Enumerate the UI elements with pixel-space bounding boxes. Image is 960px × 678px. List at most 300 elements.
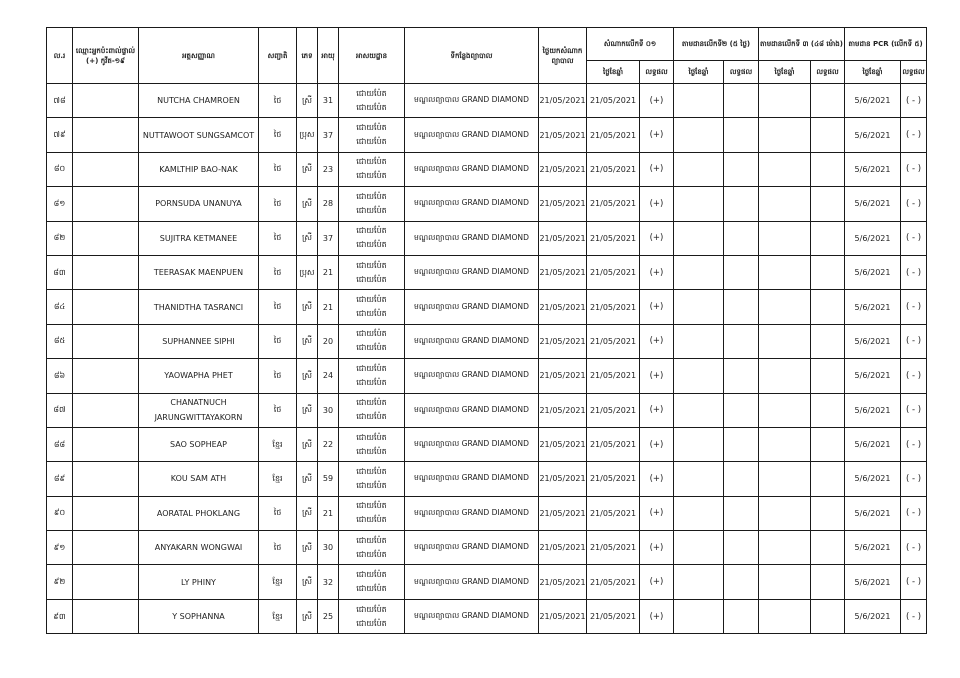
- pcr-date-cell: 5/6/2021: [845, 462, 901, 496]
- nationality-cell: ថៃ: [259, 496, 297, 530]
- contact-cell: [73, 462, 139, 496]
- test2-result-cell: [724, 496, 759, 530]
- pcr-date-cell: 5/6/2021: [845, 531, 901, 565]
- pcr-result-cell: ( - ): [901, 496, 927, 530]
- test3-date-cell: [759, 496, 811, 530]
- test1-result-cell: (+): [640, 359, 674, 393]
- contact-cell: [73, 599, 139, 633]
- test1-result-cell: (+): [640, 118, 674, 152]
- test2-result-cell: [724, 84, 759, 118]
- test3-date-cell: [759, 221, 811, 255]
- sample-date-cell: 21/05/2021: [539, 531, 587, 565]
- test3-result-cell: [811, 255, 845, 289]
- test1-result-cell: (+): [640, 152, 674, 186]
- table-row: [47, 290, 927, 324]
- address-line: ជោយប៉ែត: [356, 584, 387, 594]
- test3-result-cell: [811, 359, 845, 393]
- pcr-date-cell: 5/6/2021: [845, 221, 901, 255]
- test2-result-cell: [724, 221, 759, 255]
- age-cell: 21: [318, 290, 339, 324]
- test3-result-cell: [811, 599, 845, 633]
- row-number: ៧៨: [47, 84, 73, 118]
- test2-date-cell: [674, 255, 724, 289]
- test1-result-cell: (+): [640, 393, 674, 427]
- sample-date-cell: 21/05/2021: [539, 187, 587, 221]
- test1-date-cell: 21/05/2021: [587, 152, 640, 186]
- header-address: អាសយដ្ឋាន: [339, 28, 405, 84]
- test3-date-cell: [759, 393, 811, 427]
- test2-result-cell: [724, 118, 759, 152]
- test3-date-cell: [759, 359, 811, 393]
- address-line: ជោយប៉ែត: [356, 412, 387, 422]
- table-row: [47, 393, 927, 427]
- test2-date-cell: [674, 84, 724, 118]
- test2-result-cell: [724, 427, 759, 461]
- header-name: អត្តសញ្ញាណ: [139, 28, 259, 84]
- contact-cell: [73, 84, 139, 118]
- nationality-cell: ថៃ: [259, 84, 297, 118]
- test1-date-cell: 21/05/2021: [587, 393, 640, 427]
- pcr-date-cell: 5/6/2021: [845, 187, 901, 221]
- sample-date-cell: 21/05/2021: [539, 255, 587, 289]
- header-age: អាយុ: [318, 28, 339, 84]
- pcr-date-cell: 5/6/2021: [845, 118, 901, 152]
- row-number: ៨៣: [47, 255, 73, 289]
- location-cell: មណ្ឌលព្យាបាល GRAND DIAMOND: [405, 496, 539, 530]
- pcr-date-cell: 5/6/2021: [845, 84, 901, 118]
- test1-result-cell: (+): [640, 531, 674, 565]
- sex-cell: ស្រី: [297, 84, 318, 118]
- sample-date-cell: 21/05/2021: [539, 359, 587, 393]
- pcr-result-cell: ( - ): [901, 255, 927, 289]
- age-cell: 24: [318, 359, 339, 393]
- address-line: ជោយប៉ែត: [356, 604, 387, 614]
- test2-date-cell: [674, 462, 724, 496]
- table-row: [47, 496, 927, 530]
- patient-name: ANYAKARN WONGWAI: [139, 531, 259, 565]
- test1-result-cell: (+): [640, 255, 674, 289]
- test2-result-cell: [724, 359, 759, 393]
- location-cell: មណ្ឌលព្យាបាល GRAND DIAMOND: [405, 462, 539, 496]
- address-line: ជោយប៉ែត: [356, 377, 387, 387]
- address-line: ជោយប៉ែត: [356, 535, 387, 545]
- row-number: ៨៨: [47, 427, 73, 461]
- address-cell: [339, 496, 405, 530]
- age-cell: 20: [318, 324, 339, 358]
- sample-date-cell: 21/05/2021: [539, 152, 587, 186]
- header-location: ទីកន្លែងព្យាបាល: [405, 28, 539, 84]
- table-row: [47, 255, 927, 289]
- test2-result-cell: [724, 255, 759, 289]
- test3-date-cell: [759, 324, 811, 358]
- test2-result-cell: [724, 393, 759, 427]
- sex-cell: ប្រុស: [297, 118, 318, 152]
- pcr-result-cell: ( - ): [901, 221, 927, 255]
- test1-result-cell: (+): [640, 290, 674, 324]
- address-cell: [339, 565, 405, 599]
- subheader-result: លទ្ធផល: [811, 61, 845, 84]
- location-cell: មណ្ឌលព្យាបាល GRAND DIAMOND: [405, 255, 539, 289]
- patient-table: [46, 27, 927, 634]
- address-line: ជោយប៉ែត: [356, 466, 387, 476]
- sample-date-cell: 21/05/2021: [539, 496, 587, 530]
- pcr-result-cell: ( - ): [901, 393, 927, 427]
- location-cell: មណ្ឌលព្យាបាល GRAND DIAMOND: [405, 359, 539, 393]
- pcr-date-cell: 5/6/2021: [845, 290, 901, 324]
- address-line: ជោយប៉ែត: [356, 363, 387, 373]
- row-number: ៨៦: [47, 359, 73, 393]
- table-row: [47, 599, 927, 633]
- nationality-cell: ថៃ: [259, 221, 297, 255]
- test3-result-cell: [811, 531, 845, 565]
- address-cell: [339, 427, 405, 461]
- header-nationality: សញ្ជាតិ: [259, 28, 297, 84]
- contact-cell: [73, 255, 139, 289]
- location-cell: មណ្ឌលព្យាបាល GRAND DIAMOND: [405, 531, 539, 565]
- contact-cell: [73, 496, 139, 530]
- test3-result-cell: [811, 221, 845, 255]
- contact-cell: [73, 221, 139, 255]
- test2-result-cell: [724, 290, 759, 324]
- test2-date-cell: [674, 496, 724, 530]
- row-number: ៩០: [47, 496, 73, 530]
- age-cell: 30: [318, 531, 339, 565]
- patient-name: TEERASAK MAENPUEN: [139, 255, 259, 289]
- address-line: ជោយប៉ែត: [356, 618, 387, 628]
- pcr-result-cell: ( - ): [901, 599, 927, 633]
- address-line: ជោយប៉ែត: [356, 171, 387, 181]
- header-pcr: តាមដាន PCR (លើកទី ៥): [845, 28, 927, 61]
- test1-date-cell: 21/05/2021: [587, 599, 640, 633]
- address-line: ជោយប៉ែត: [356, 102, 387, 112]
- nationality-cell: ថៃ: [259, 324, 297, 358]
- header-test3: តាមដានលើកទី ៣ (៤៨ ម៉ោង): [759, 28, 845, 61]
- address-line: ជោយប៉ែត: [356, 137, 387, 147]
- sample-date-cell: 21/05/2021: [539, 599, 587, 633]
- contact-cell: [73, 565, 139, 599]
- location-cell: មណ្ឌលព្យាបាល GRAND DIAMOND: [405, 152, 539, 186]
- test2-date-cell: [674, 187, 724, 221]
- location-cell: មណ្ឌលព្យាបាល GRAND DIAMOND: [405, 118, 539, 152]
- test2-date-cell: [674, 565, 724, 599]
- row-number: ៩១: [47, 531, 73, 565]
- pcr-result-cell: ( - ): [901, 290, 927, 324]
- sample-date-cell: 21/05/2021: [539, 565, 587, 599]
- pcr-date-cell: 5/6/2021: [845, 599, 901, 633]
- test3-result-cell: [811, 462, 845, 496]
- address-cell: [339, 393, 405, 427]
- pcr-date-cell: 5/6/2021: [845, 565, 901, 599]
- sex-cell: ស្រី: [297, 565, 318, 599]
- test1-result-cell: (+): [640, 324, 674, 358]
- address-cell: [339, 462, 405, 496]
- contact-cell: [73, 152, 139, 186]
- test3-date-cell: [759, 565, 811, 599]
- header-test1: សំណាកលើកទី ០១: [587, 28, 674, 61]
- age-cell: 37: [318, 118, 339, 152]
- table-header: [47, 28, 927, 84]
- address-cell: [339, 118, 405, 152]
- test2-result-cell: [724, 187, 759, 221]
- row-number: ៩២: [47, 565, 73, 599]
- test1-result-cell: (+): [640, 84, 674, 118]
- test3-result-cell: [811, 84, 845, 118]
- address-cell: [339, 531, 405, 565]
- patient-name: NUTCHA CHAMROEN: [139, 84, 259, 118]
- test2-date-cell: [674, 599, 724, 633]
- sex-cell: ស្រី: [297, 221, 318, 255]
- address-line: ជោយប៉ែត: [356, 295, 387, 305]
- address-line: ជោយប៉ែត: [356, 240, 387, 250]
- pcr-date-cell: 5/6/2021: [845, 324, 901, 358]
- patient-name: KAMLTHIP BAO-NAK: [139, 152, 259, 186]
- test1-result-cell: (+): [640, 599, 674, 633]
- test3-result-cell: [811, 427, 845, 461]
- test3-date-cell: [759, 462, 811, 496]
- row-number: ៨១: [47, 187, 73, 221]
- test1-date-cell: 21/05/2021: [587, 255, 640, 289]
- test3-date-cell: [759, 84, 811, 118]
- table-row: [47, 84, 927, 118]
- test2-result-cell: [724, 599, 759, 633]
- patient-name: NUTTAWOOT SUNGSAMCOT: [139, 118, 259, 152]
- row-number: ៨៧: [47, 393, 73, 427]
- test3-result-cell: [811, 152, 845, 186]
- patient-name: SUJITRA KETMANEE: [139, 221, 259, 255]
- sample-date-cell: 21/05/2021: [539, 427, 587, 461]
- sex-cell: ស្រី: [297, 290, 318, 324]
- sample-date-cell: 21/05/2021: [539, 290, 587, 324]
- test2-date-cell: [674, 531, 724, 565]
- table-row: [47, 427, 927, 461]
- test3-result-cell: [811, 496, 845, 530]
- test3-date-cell: [759, 255, 811, 289]
- test1-result-cell: (+): [640, 187, 674, 221]
- nationality-cell: ថៃ: [259, 152, 297, 186]
- contact-cell: [73, 187, 139, 221]
- address-line: ជោយប៉ែត: [356, 501, 387, 511]
- contact-cell: [73, 359, 139, 393]
- test1-date-cell: 21/05/2021: [587, 187, 640, 221]
- location-cell: មណ្ឌលព្យាបាល GRAND DIAMOND: [405, 393, 539, 427]
- subheader-result: លទ្ធផល: [724, 61, 759, 84]
- nationality-cell: ខ្មែរ: [259, 565, 297, 599]
- address-line: ជោយប៉ែត: [356, 398, 387, 408]
- address-cell: [339, 84, 405, 118]
- test3-date-cell: [759, 290, 811, 324]
- test1-date-cell: 21/05/2021: [587, 359, 640, 393]
- row-number: ៨២: [47, 221, 73, 255]
- test2-date-cell: [674, 290, 724, 324]
- location-cell: មណ្ឌលព្យាបាល GRAND DIAMOND: [405, 221, 539, 255]
- pcr-date-cell: 5/6/2021: [845, 393, 901, 427]
- address-line: ជោយប៉ែត: [356, 432, 387, 442]
- sex-cell: ស្រី: [297, 152, 318, 186]
- contact-cell: [73, 118, 139, 152]
- sample-date-cell: 21/05/2021: [539, 462, 587, 496]
- table-row: [47, 531, 927, 565]
- test1-date-cell: 21/05/2021: [587, 84, 640, 118]
- location-cell: មណ្ឌលព្យាបាល GRAND DIAMOND: [405, 290, 539, 324]
- address-line: ជោយប៉ែត: [356, 570, 387, 580]
- age-cell: 32: [318, 565, 339, 599]
- table-body: [47, 84, 927, 634]
- sample-date-cell: 21/05/2021: [539, 393, 587, 427]
- sex-cell: ប្រុស: [297, 255, 318, 289]
- table-row: [47, 187, 927, 221]
- address-cell: [339, 599, 405, 633]
- pcr-date-cell: 5/6/2021: [845, 359, 901, 393]
- test2-date-cell: [674, 324, 724, 358]
- patient-name: PORNSUDA UNANUYA: [139, 187, 259, 221]
- sex-cell: ស្រី: [297, 599, 318, 633]
- sex-cell: ស្រី: [297, 531, 318, 565]
- pcr-result-cell: ( - ): [901, 118, 927, 152]
- age-cell: 23: [318, 152, 339, 186]
- test1-date-cell: 21/05/2021: [587, 221, 640, 255]
- sample-date-cell: 21/05/2021: [539, 221, 587, 255]
- test2-result-cell: [724, 565, 759, 599]
- table-row: [47, 221, 927, 255]
- test3-date-cell: [759, 427, 811, 461]
- nationality-cell: ថៃ: [259, 531, 297, 565]
- location-cell: មណ្ឌលព្យាបាល GRAND DIAMOND: [405, 565, 539, 599]
- pcr-result-cell: ( - ): [901, 324, 927, 358]
- test3-result-cell: [811, 324, 845, 358]
- patient-name: CHANATNUCH JARUNGWITTAYAKORN: [139, 393, 259, 427]
- location-cell: មណ្ឌលព្យាបាល GRAND DIAMOND: [405, 187, 539, 221]
- test2-result-cell: [724, 531, 759, 565]
- test3-result-cell: [811, 565, 845, 599]
- test1-date-cell: 21/05/2021: [587, 324, 640, 358]
- address-cell: [339, 359, 405, 393]
- patient-name: SUPHANNEE SIPHI: [139, 324, 259, 358]
- pcr-result-cell: ( - ): [901, 359, 927, 393]
- nationality-cell: ថៃ: [259, 290, 297, 324]
- nationality-cell: ថៃ: [259, 393, 297, 427]
- sex-cell: ស្រី: [297, 359, 318, 393]
- table-row: [47, 565, 927, 599]
- sex-cell: ស្រី: [297, 427, 318, 461]
- address-line: ជោយប៉ែត: [356, 309, 387, 319]
- test3-result-cell: [811, 290, 845, 324]
- address-cell: [339, 221, 405, 255]
- table-row: [47, 324, 927, 358]
- sex-cell: ស្រី: [297, 393, 318, 427]
- test1-result-cell: (+): [640, 565, 674, 599]
- sample-date-cell: 21/05/2021: [539, 324, 587, 358]
- subheader-result: លទ្ធផល: [640, 61, 674, 84]
- nationality-cell: ថៃ: [259, 255, 297, 289]
- pcr-result-cell: ( - ): [901, 152, 927, 186]
- contact-cell: [73, 393, 139, 427]
- test1-date-cell: 21/05/2021: [587, 290, 640, 324]
- sample-date-cell: 21/05/2021: [539, 84, 587, 118]
- address-line: ជោយប៉ែត: [356, 329, 387, 339]
- age-cell: 31: [318, 84, 339, 118]
- address-line: ជោយប៉ែត: [356, 549, 387, 559]
- age-cell: 30: [318, 393, 339, 427]
- address-line: ជោយប៉ែត: [356, 446, 387, 456]
- age-cell: 21: [318, 255, 339, 289]
- test2-date-cell: [674, 393, 724, 427]
- test2-result-cell: [724, 462, 759, 496]
- address-cell: [339, 187, 405, 221]
- contact-cell: [73, 427, 139, 461]
- pcr-date-cell: 5/6/2021: [845, 496, 901, 530]
- test3-date-cell: [759, 531, 811, 565]
- pcr-result-cell: ( - ): [901, 427, 927, 461]
- subheader-date: ថ្ងៃខែឆ្នាំ: [759, 61, 811, 84]
- test2-date-cell: [674, 118, 724, 152]
- test3-result-cell: [811, 187, 845, 221]
- address-cell: [339, 290, 405, 324]
- sex-cell: ស្រី: [297, 187, 318, 221]
- age-cell: 28: [318, 187, 339, 221]
- patient-name: AORATAL PHOKLANG: [139, 496, 259, 530]
- test1-date-cell: 21/05/2021: [587, 565, 640, 599]
- test2-date-cell: [674, 221, 724, 255]
- age-cell: 21: [318, 496, 339, 530]
- pcr-result-cell: ( - ): [901, 187, 927, 221]
- subheader-result: លទ្ធផល: [901, 61, 927, 84]
- age-cell: 59: [318, 462, 339, 496]
- patient-name: YAOWAPHA PHET: [139, 359, 259, 393]
- patient-name: Y SOPHANNA: [139, 599, 259, 633]
- address-cell: [339, 152, 405, 186]
- row-number: ៨៩: [47, 462, 73, 496]
- pcr-result-cell: ( - ): [901, 462, 927, 496]
- location-cell: មណ្ឌលព្យាបាល GRAND DIAMOND: [405, 427, 539, 461]
- address-line: ជោយប៉ែត: [356, 226, 387, 236]
- address-line: ជោយប៉ែត: [356, 205, 387, 215]
- pcr-result-cell: ( - ): [901, 84, 927, 118]
- test3-date-cell: [759, 118, 811, 152]
- subheader-date: ថ្ងៃខែឆ្នាំ: [674, 61, 724, 84]
- pcr-date-cell: 5/6/2021: [845, 255, 901, 289]
- subheader-date: ថ្ងៃខែឆ្នាំ: [845, 61, 901, 84]
- test1-date-cell: 21/05/2021: [587, 462, 640, 496]
- table-row: [47, 152, 927, 186]
- row-number: ៩៣: [47, 599, 73, 633]
- test1-date-cell: 21/05/2021: [587, 427, 640, 461]
- address-line: ជោយប៉ែត: [356, 274, 387, 284]
- row-number: ៨០: [47, 152, 73, 186]
- test2-date-cell: [674, 359, 724, 393]
- header-test2: តាមដានលើកទី២ (៥ ថ្ងៃ): [674, 28, 759, 61]
- row-number: ៧៩: [47, 118, 73, 152]
- location-cell: មណ្ឌលព្យាបាល GRAND DIAMOND: [405, 84, 539, 118]
- pcr-result-cell: ( - ): [901, 531, 927, 565]
- test2-date-cell: [674, 427, 724, 461]
- sample-date-cell: 21/05/2021: [539, 118, 587, 152]
- test3-result-cell: [811, 393, 845, 427]
- location-cell: មណ្ឌលព្យាបាល GRAND DIAMOND: [405, 324, 539, 358]
- patient-name: SAO SOPHEAP: [139, 427, 259, 461]
- table-row: [47, 118, 927, 152]
- test2-date-cell: [674, 152, 724, 186]
- subheader-date: ថ្ងៃខែឆ្នាំ: [587, 61, 640, 84]
- address-line: ជោយប៉ែត: [356, 343, 387, 353]
- contact-cell: [73, 531, 139, 565]
- nationality-cell: ថៃ: [259, 359, 297, 393]
- test1-result-cell: (+): [640, 427, 674, 461]
- age-cell: 22: [318, 427, 339, 461]
- row-number: ៨៥: [47, 324, 73, 358]
- test3-date-cell: [759, 187, 811, 221]
- row-number: ៨៤: [47, 290, 73, 324]
- address-line: ជោយប៉ែត: [356, 88, 387, 98]
